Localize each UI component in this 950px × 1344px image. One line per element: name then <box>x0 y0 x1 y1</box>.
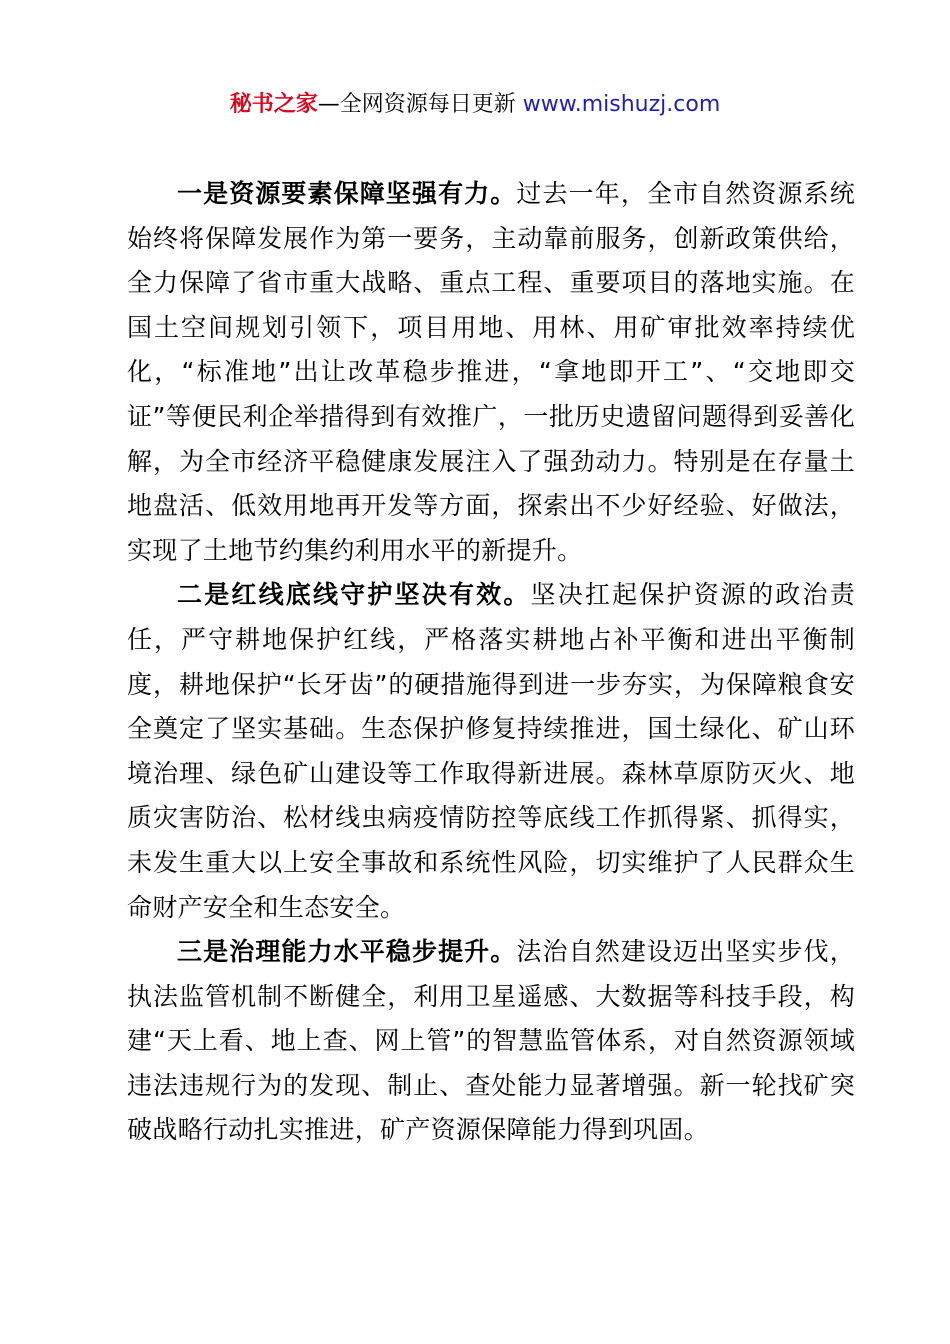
paragraph-lead: 二是红线底线守护坚决有效。 <box>177 580 531 610</box>
paragraph-text: 过去一年，全市自然资源系统始终将保障发展作为第一要务，主动靠前服务，创新政策供给，全力保障了省市重大战略、重点工程、重要项目的落地实施。在国土空间规划引领下，项目用地、用林、用矿审批效率持续优化，“标准地”出让改革稳步推进，“拿地即开工”、“交地即交证”等便民利企举措得到有效推广，一批历史遗留问题得到妥善化解，为全市经济平稳健康发展注入了强劲动力。特别是在存量土地盘活、低效用地再开发等方面，探索出不少好经验、好做法，实现了土地节约集约利用水平的新提升。 <box>127 179 855 565</box>
paragraph-text: 坚决扛起保护资源的政治责任，严守耕地保护红线，严格落实耕地占补平衡和进出平衡制度，耕地保护“长牙齿”的硬措施得到进一步夯实，为保障粮食安全奠定了坚实基础。生态保护修复持续推进，国土绿化、矿山环境治理、绿色矿山建设等工作取得新进展。森林草原防灭火、地质灾害防治、松材线虫病疫情防控等底线工作抓得紧、抓得实，未发生重大以上安全事故和系统性风险，切实维护了人民群众生命财产安全和生态安全。 <box>127 580 855 922</box>
site-header <box>0 88 950 122</box>
paragraph-resource-guarantee <box>127 172 855 573</box>
paragraph-redline-protection <box>127 573 855 930</box>
paragraph-lead: 一是资源要素保障坚强有力。 <box>177 179 517 208</box>
paragraph-lead: 三是治理能力水平稳步提升。 <box>177 937 517 967</box>
site-tagline: —全网资源每日更新 <box>317 92 523 117</box>
site-brand: 秘书之家 <box>229 92 318 117</box>
paragraph-governance-capacity <box>127 930 855 1153</box>
site-url-link[interactable]: www.mishuzj.com <box>522 92 721 117</box>
document-body <box>127 172 855 1153</box>
paragraph-text: 法治自然建设迈出坚实步伐，执法监管机制不断健全，利用卫星遥感、大数据等科技手段，构建“天上看、地上查、网上管”的智慧监管体系，对自然资源领域违法违规行为的发现、制止、查处能力显著增强。新一轮找矿突破战略行动扎实推进，矿产资源保障能力得到巩固。 <box>127 937 855 1145</box>
